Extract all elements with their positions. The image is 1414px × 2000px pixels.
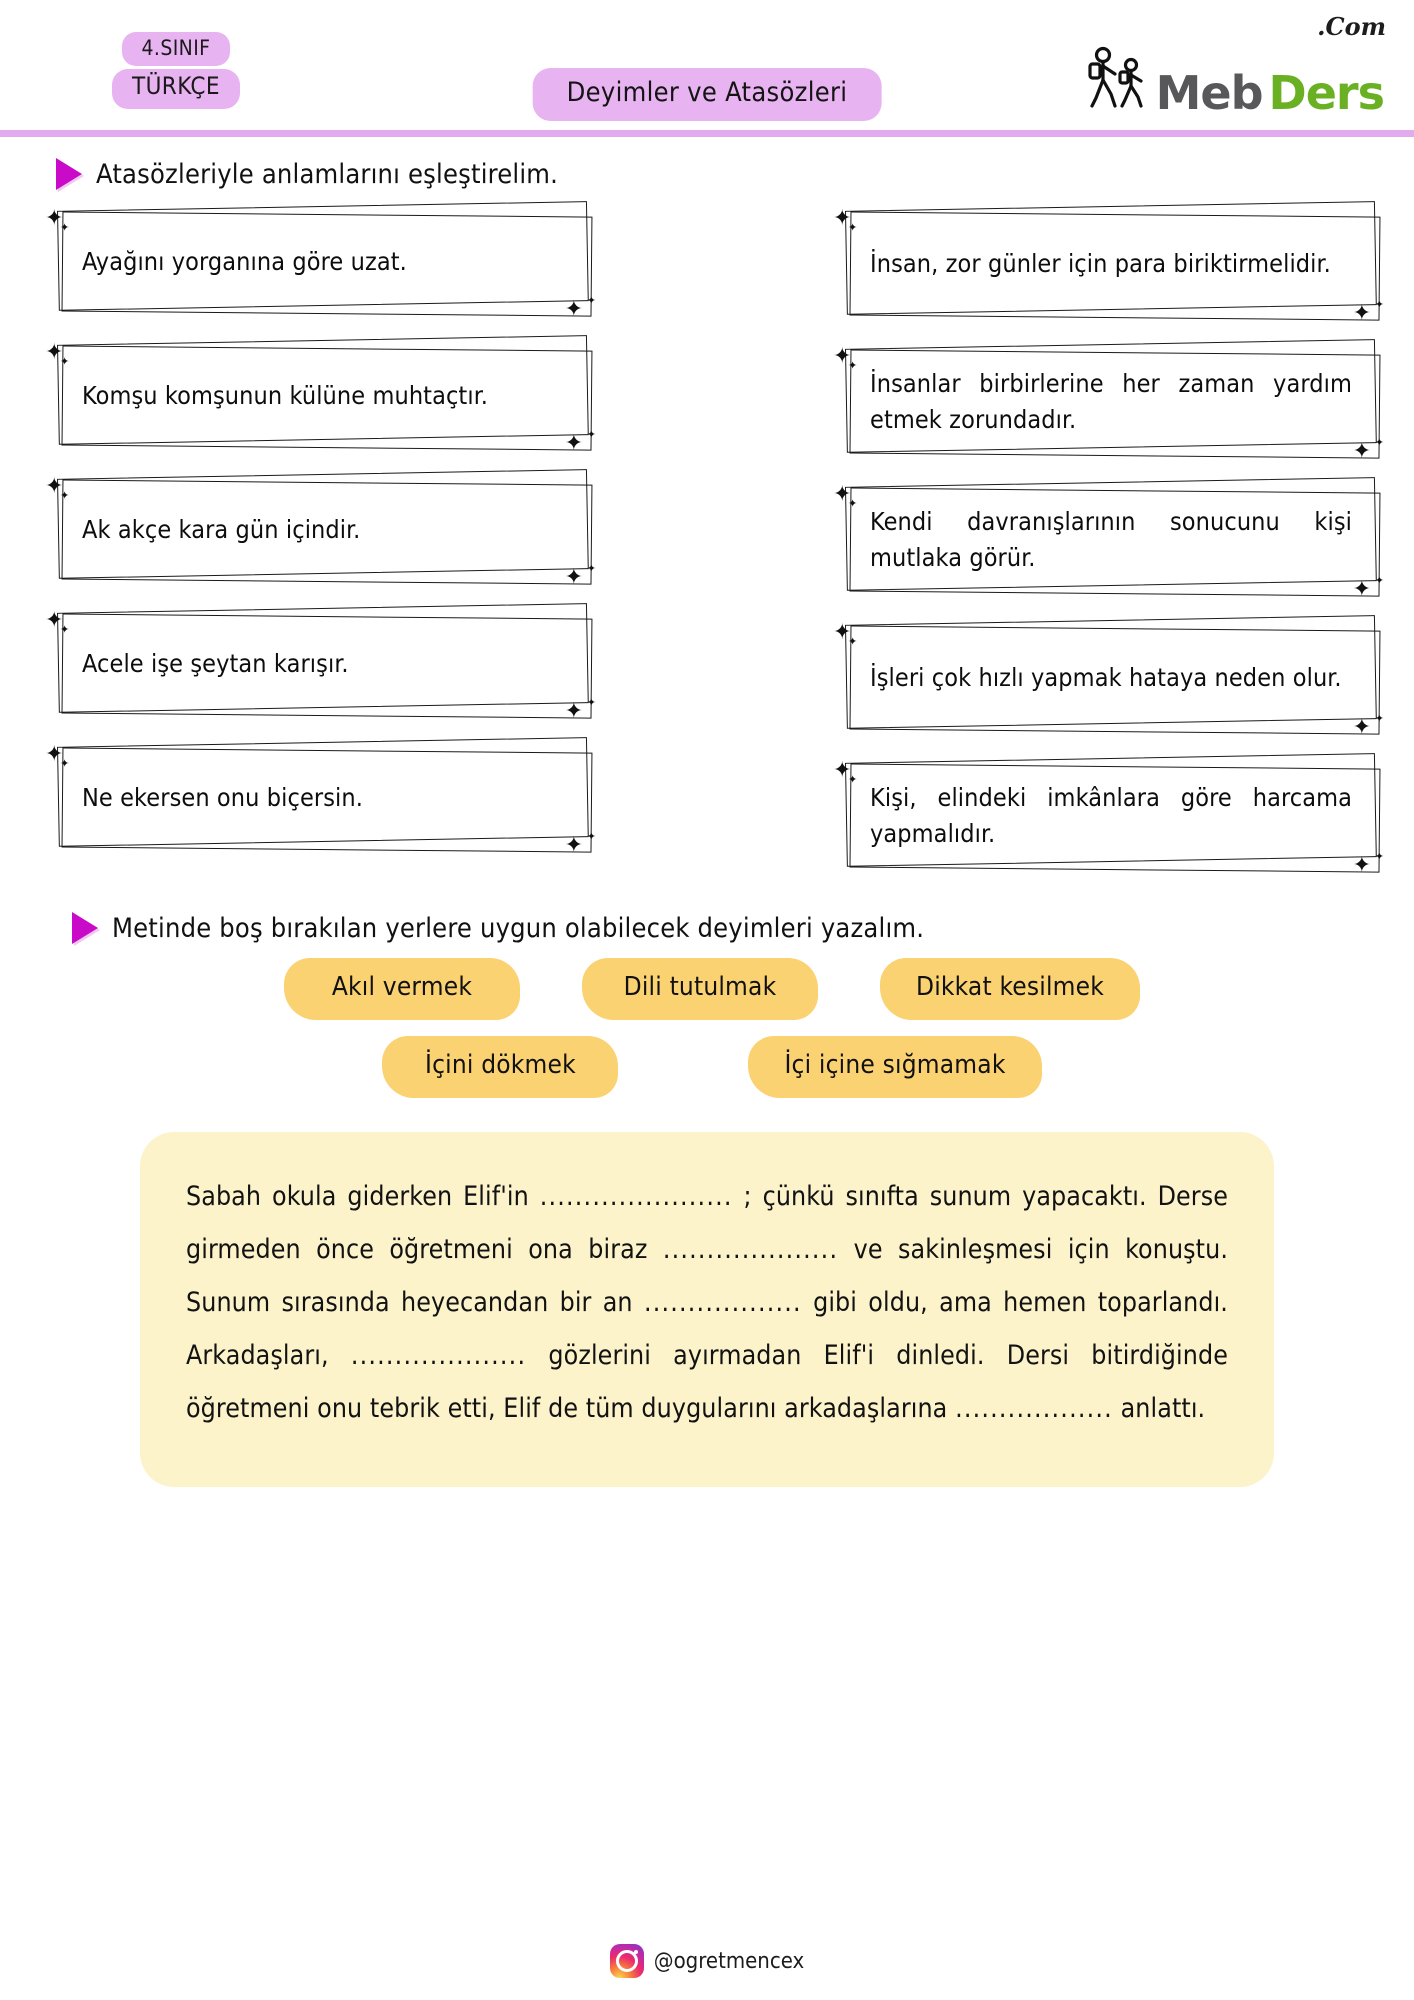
matching-activity [0,206,1414,902]
meaning-text: İnsanlar birbirlerine her zaman yardım etmek zorundadır. [870,368,1352,434]
proverb-box[interactable] [45,206,596,322]
proverb-text: Ak akçe kara gün içindir. [82,514,361,544]
sparkle-icon: ✦ [60,221,70,234]
fill-in-the-blank-passage [140,1132,1274,1487]
walking-people-icon [1084,46,1154,112]
activity2-instruction [72,912,1414,944]
passage-text-4: gibi oldu, ama hemen toparlandı. Arkadaşları, [186,1287,1228,1371]
sparkle-icon: ✦ [45,608,64,633]
meaning-text: Kendi davranışlarının sonucunu kişi mutlaka görür. [870,506,1352,572]
sparkle-icon: ✦ [586,428,596,441]
sparkle-icon: ✦ [848,359,858,372]
sparkle-icon: ✦ [586,294,596,307]
sparkle-icon: ✦ [833,758,852,783]
idiom-pill[interactable]: İçi içine sığmamak [748,1036,1041,1098]
triangle-bullet-icon [72,912,98,944]
mebders-logo [1084,12,1386,120]
passage-text-1: Sabah okula giderken Elif'in [186,1181,540,1212]
proverb-box[interactable] [45,340,596,456]
sparkle-icon: ✦ [1374,298,1384,311]
page-footer [0,1944,1414,1978]
sparkle-icon: ✦ [45,474,64,499]
grade-subject-badge [112,32,240,109]
sparkle-icon: ✦ [586,830,596,843]
sparkle-icon: ✦ [1352,439,1371,464]
meaning-text: Kişi, elindeki imkânlara göre harcama yapmalıdır. [870,782,1352,848]
sparkle-icon: ✦ [564,297,583,322]
meaning-box[interactable] [833,344,1384,464]
passage-text-2: ; çünkü sınıfta sunum yapacaktı. Derse girmeden önce öğretmeni ona biraz [186,1181,1228,1265]
passage-text-3: ve sakinleşmesi için konuştu. Sunum sırasında heyecandan bir an [186,1234,1229,1318]
sparkle-icon: ✦ [833,620,852,645]
proverb-text: Komşu komşunun külüne muhtaçtır. [82,380,488,410]
blank-5[interactable]: .................. [955,1393,1113,1424]
sparkle-icon: ✦ [1352,853,1371,878]
proverb-box[interactable] [45,474,596,590]
sparkle-icon: ✦ [60,355,70,368]
page-title: Deyimler ve Atasözleri [533,68,882,121]
sparkle-icon: ✦ [45,340,64,365]
sparkle-icon: ✦ [45,742,64,767]
sparkle-icon: ✦ [1374,712,1384,725]
logo-ders-text: Ders [1268,65,1384,120]
instagram-handle: @ogretmencex [653,1948,805,1974]
proverb-box[interactable] [45,608,596,724]
blank-1[interactable]: ...................... [539,1181,733,1212]
sparkle-icon: ✦ [848,497,858,510]
meaning-box[interactable] [833,482,1384,602]
proverb-box[interactable] [45,742,596,858]
sparkle-icon: ✦ [848,635,858,648]
sparkle-icon: ✦ [1352,577,1371,602]
meaning-box[interactable] [833,206,1384,326]
sparkle-icon: ✦ [564,565,583,590]
sparkle-icon: ✦ [833,206,852,231]
proverb-text: Ne ekersen onu biçersin. [82,782,363,812]
sparkle-icon: ✦ [586,562,596,575]
proverb-text: Acele işe şeytan karışır. [82,648,349,678]
proverb-text: Ayağını yorganına göre uzat. [82,246,407,276]
activity2-instruction-text: Metinde boş bırakılan yerlere uygun olabilecek deyimleri yazalım. [112,912,925,944]
idiom-pill[interactable]: Dikkat kesilmek [880,958,1140,1020]
blank-2[interactable]: .................... [662,1234,839,1265]
sparkle-icon: ✦ [833,344,852,369]
subject-label: TÜRKÇE [112,69,240,109]
blank-3[interactable]: .................. [643,1287,802,1318]
meaning-text: İşleri çok hızlı yapmak hataya neden olur. [870,662,1342,692]
meaning-box[interactable] [833,620,1384,740]
page-header [0,0,1414,130]
passage-text-6: anlattı. [1112,1393,1206,1424]
sparkle-icon: ✦ [60,757,70,770]
header-divider [0,130,1414,137]
sparkle-icon: ✦ [564,699,583,724]
sparkle-icon: ✦ [45,206,64,231]
grade-label: 4.SINIF [122,32,231,66]
sparkle-icon: ✦ [60,489,70,502]
idiom-row-2 [0,1036,1414,1098]
sparkle-icon: ✦ [586,696,596,709]
activity1-instruction [56,158,1414,190]
passage-text-5: gözlerini ayırmadan Elif'i dinledi. Dersi bitirdiğinde öğretmeni onu tebrik etti, Elif de tüm duygularını arkadaşlarına [186,1340,1229,1424]
idiom-row-1 [0,958,1414,1020]
sparkle-icon: ✦ [564,833,583,858]
sparkle-icon: ✦ [1352,715,1371,740]
instagram-icon[interactable] [610,1944,644,1978]
idiom-pill[interactable]: Dili tutulmak [582,958,818,1020]
activity1-instruction-text: Atasözleriyle anlamlarını eşleştirelim. [96,158,559,190]
sparkle-icon: ✦ [1374,436,1384,449]
sparkle-icon: ✦ [564,431,583,456]
sparkle-icon: ✦ [848,221,858,234]
meaning-text: İnsan, zor günler için para biriktirmelidir. [870,248,1331,278]
meaning-box[interactable] [833,758,1384,878]
sparkle-icon: ✦ [833,482,852,507]
proverbs-column [45,206,596,902]
triangle-bullet-icon [56,158,82,190]
idiom-pill[interactable]: Akıl vermek [284,958,520,1020]
sparkle-icon: ✦ [1352,301,1371,326]
sparkle-icon: ✦ [60,623,70,636]
idiom-word-bank [0,958,1414,1098]
sparkle-icon: ✦ [1374,850,1384,863]
logo-meb-text: Meb [1155,65,1263,120]
sparkle-icon: ✦ [1374,574,1384,587]
blank-4[interactable]: .................... [350,1340,527,1371]
logo-com-text: .Com [1317,12,1386,41]
sparkle-icon: ✦ [848,773,858,786]
meanings-column [833,206,1384,902]
idiom-pill[interactable]: İçini dökmek [382,1036,618,1098]
